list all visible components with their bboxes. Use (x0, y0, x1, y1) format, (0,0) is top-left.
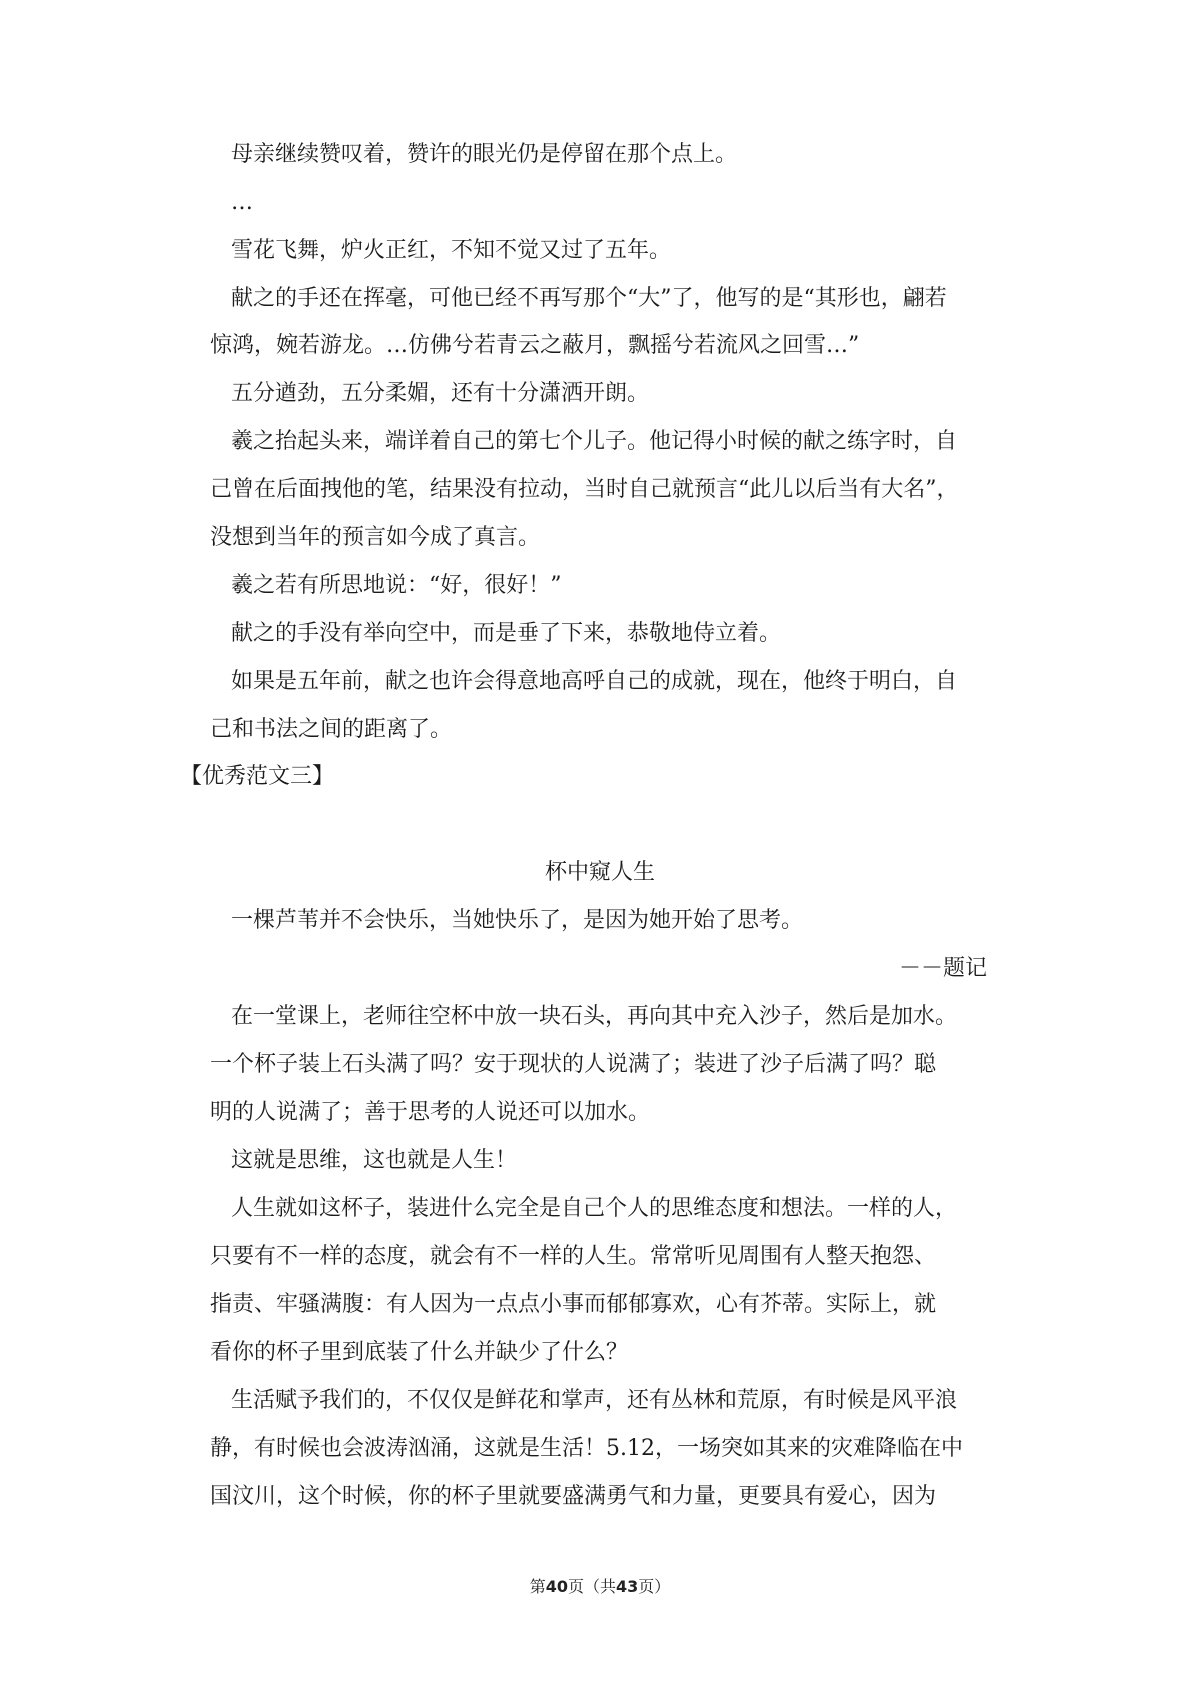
paragraph-line: … (231, 190, 253, 215)
paragraph-line: 献之的手没有举向空中，而是垂了下来，恭敬地侍立着。 (231, 621, 782, 646)
paragraph-line: 这就是思维，这也就是人生！ (231, 1148, 518, 1173)
footer-suffix: 页） (638, 1577, 671, 1596)
paragraph-line: 羲之抬起头来，端详着自己的第七个儿子。他记得小时候的献之练字时，自 (231, 429, 958, 454)
paragraph-line: 母亲继续赞叹着，赞许的眼光仍是停留在那个点上。 (231, 142, 738, 167)
paragraph-line: 明的人说满了；善于思考的人说还可以加水。 (210, 1100, 651, 1125)
paragraph-line: 国汶川，这个时候，你的杯子里就要盛满勇气和力量，更要具有爱心，因为 (210, 1484, 937, 1509)
paragraph-line: 己曾在后面拽他的笔，结果没有拉动，当时自己就预言“此儿以后当有大名”， (210, 477, 959, 502)
paragraph-line: 如果是五年前，献之也许会得意地高呼自己的成就，现在，他终于明白，自 (231, 669, 958, 694)
paragraph-line: 雪花飞舞，炉火正红，不知不觉又过了五年。 (231, 238, 672, 263)
paragraph-line: 己和书法之间的距离了。 (210, 717, 453, 742)
paragraph-line: 人生就如这杯子，装进什么完全是自己个人的思维态度和想法。一样的人， (231, 1196, 958, 1221)
footer-middle: 页（共 (567, 1577, 616, 1596)
paragraph-line: 献之的手还在挥毫，可他已经不再写那个“大”了，他写的是“其形也，翩若 (231, 286, 947, 311)
paragraph-line: 在一堂课上，老师往空杯中放一块石头，再向其中充入沙子，然后是加水。 (231, 1004, 958, 1029)
epigraph-source: －－题记 (898, 956, 987, 981)
paragraph-line: 惊鸿，婉若游龙。…仿佛兮若青云之蔽月，飘摇兮若流风之回雪…” (210, 333, 860, 358)
paragraph-line: 羲之若有所思地说：“好，很好！” (231, 573, 562, 598)
paragraph-line: 没想到当年的预言如今成了真言。 (210, 525, 541, 550)
paragraph-line: 一个杯子装上石头满了吗？安于现状的人说满了；装进了沙子后满了吗？聪 (210, 1052, 937, 1077)
paragraph-line: 看你的杯子里到底装了什么并缺少了什么？ (210, 1340, 629, 1365)
paragraph-line: 生活赋予我们的，不仅仅是鲜花和掌声，还有丛林和荒原，有时候是风平浪 (231, 1388, 958, 1413)
essay-title: 杯中窥人生 (544, 860, 655, 885)
footer-prefix: 第 (529, 1577, 546, 1596)
page-total: 43 (616, 1577, 639, 1596)
section-heading: 【优秀范文三】 (180, 764, 335, 789)
paragraph-line: 五分遒劲，五分柔媚，还有十分潇洒开朗。 (231, 381, 650, 406)
page-footer (0, 1576, 1200, 1598)
paragraph-line: 只要有不一样的态度，就会有不一样的人生。常常听见周围有人整天抱怨、 (210, 1244, 937, 1269)
paragraph-line: 静，有时候也会波涛汹涌，这就是生活！5.12，一场突如其来的灾难降临在中 (210, 1436, 963, 1461)
epigraph: 一棵芦苇并不会快乐，当她快乐了，是因为她开始了思考。 (231, 908, 804, 933)
page-number: 40 (545, 1577, 568, 1596)
paragraph-line: 指责、牢骚满腹：有人因为一点点小事而郁郁寡欢，心有芥蒂。实际上，就 (210, 1292, 937, 1317)
